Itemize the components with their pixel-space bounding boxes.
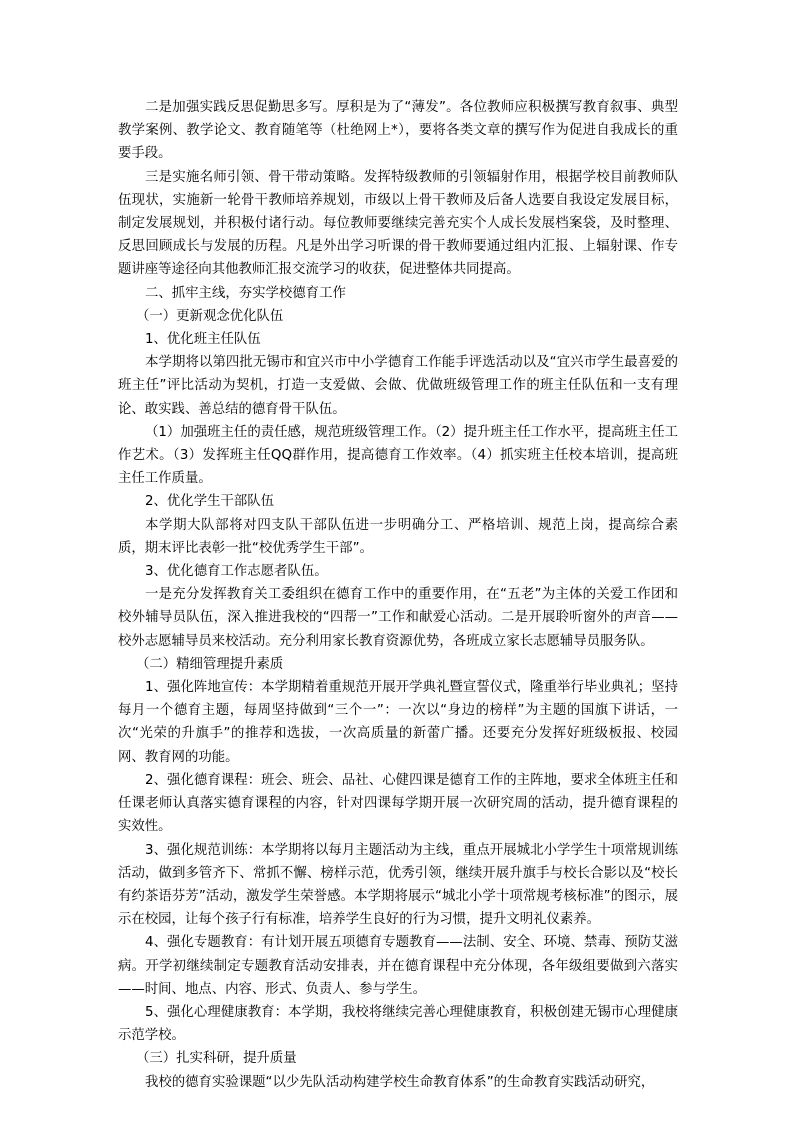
section-heading-moral-education: 二、抓牢主线，夯实学校德育工作 [145,285,346,301]
paragraph-class-teachers: 本学期将以第四批无锡市和宜兴市中小学德育工作能手评选活动以及“宜兴市学生最喜爱的班主任”评比活动为契机，打造一支爱做、会做、优做班级管理工作的班主任队伍和一支有理论、敢实践、善总结的德育骨干队伍。 [118,355,678,417]
subsection-heading-2: （二）精细管理提升素质 [136,656,284,672]
subsection-heading-3: （三）扎实科研，提升质量 [136,1051,297,1067]
paragraph-class-teacher-measures: （1）加强班主任的责任感，规范班级管理工作。（2）提升班主任工作水平，提高班主任工作艺术。（3）发挥班主任QQ群作用，提高德育工作效率。（4）抓实班主任校本培训，提高班主任工作质量。 [118,424,678,487]
subsection-heading-1: （一）更新观念优化队伍 [136,308,284,324]
item-heading-student-cadres: 2、优化学生干部队伍 [145,494,275,510]
paragraph-volunteers: 一是充分发挥教育关工委组织在德育工作中的重要作用，在“五老”为主体的关爱工作团和校外辅导员队伍，深入推进我校的“四帮一”工作和献爱心活动。二是开展聆听窗外的声音——校外志愿辅导员来校活动。充分利用家长教育资源优势，各班成立家长志愿辅导员服务队。 [118,587,678,649]
paragraph-reflection: 二是加强实践反思促勤思多写。厚积是为了“薄发”。各位教师应积极撰写教育叙事、典型教学案例、教学论文、教育随笔等（杜绝网上*），要将各类文章的撰写作为促进自我成长的重要手段。 [118,100,678,162]
paragraph-mentor-strategy: 三是实施名师引领、骨干带动策略。发挥特级教师的引领辐射作用，根据学校目前教师队伍现状，实施新一轮骨干教师培养规划，市级以上骨干教师及后备人选要自我设定发展目标，制定发展规划，并积极付诸行动。每位教师要继续完善充实个人成长发展档案袋，及时整理、反思回顾成长与发展的历程。凡是外出学习听课的骨干教师要通过组内汇报、上辐射课、作专题讲座等途径向其他教师汇报交流学习的收获，促进整体共同提高。 [118,169,678,278]
paragraph-mental-health: 5、强化心理健康教育：本学期，我校将继续完善心理健康教育，积极创建无锡市心理健康示范学校。 [118,1004,678,1044]
paragraph-curriculum: 2、强化德育课程：班会、班会、品社、心健四课是德育工作的主阵地，要求全体班主任和任课老师认真落实德育课程的内容，针对四课每学期开展一次研究周的活动，提升德育课程的实效性。 [118,772,678,835]
paragraph-student-cadres: 本学期大队部将对四支队干部队伍进一步明确分工、严格培训、规范上岗，提高综合素质，期末评比表彰一批“校优秀学生干部”。 [118,517,678,556]
paragraph-research: 我校的德育实验课题“以少先队活动构建学校生命教育体系”的生命教育实践活动研究， [145,1074,655,1090]
paragraph-publicity: 1、强化阵地宣传：本学期精着重规范开展开学典礼暨宣誓仪式，隆重举行毕业典礼；坚持每月一个德育主题，每周坚持做到“三个一”：一次以“身边的榜样”为主题的国旗下讲话，一次“光荣的升旗手”的推荐和选拔，一次高质量的新蕾广播。还要充分发挥好班级板报、校园网、教育网的功能。 [118,680,678,765]
paragraph-topic-education: 4、强化专题教育：有计划开展五项德育专题教育——法制、安全、环境、禁毒、预防艾滋病。开学初继续制定专题教育活动安排表，并在德育课程中充分体现，各年级组要做到六落实——时间、地点、内容、形式、负责人、参与学生。 [118,935,678,997]
item-heading-volunteers: 3、优化德育工作志愿者队伍。 [145,564,328,580]
document-page [118,96,678,1094]
paragraph-norms-training: 3、强化规范训练：本学期将以每月主题活动为主线，重点开展城北小学学生十项常规训练活动，做到多管齐下、常抓不懈、榜样示范，优秀引领，继续开展升旗手与校长合影以及“校长有约茶语芬芳”活动，激发学生荣誉感。本学期将展示“城北小学十项常规考核标准”的图示，展示在校园，让每个孩子行有标准，培养学生良好的行为习惯，提升文明礼仪素养。 [118,842,678,928]
item-heading-class-teachers: 1、优化班主任队伍 [145,332,261,348]
